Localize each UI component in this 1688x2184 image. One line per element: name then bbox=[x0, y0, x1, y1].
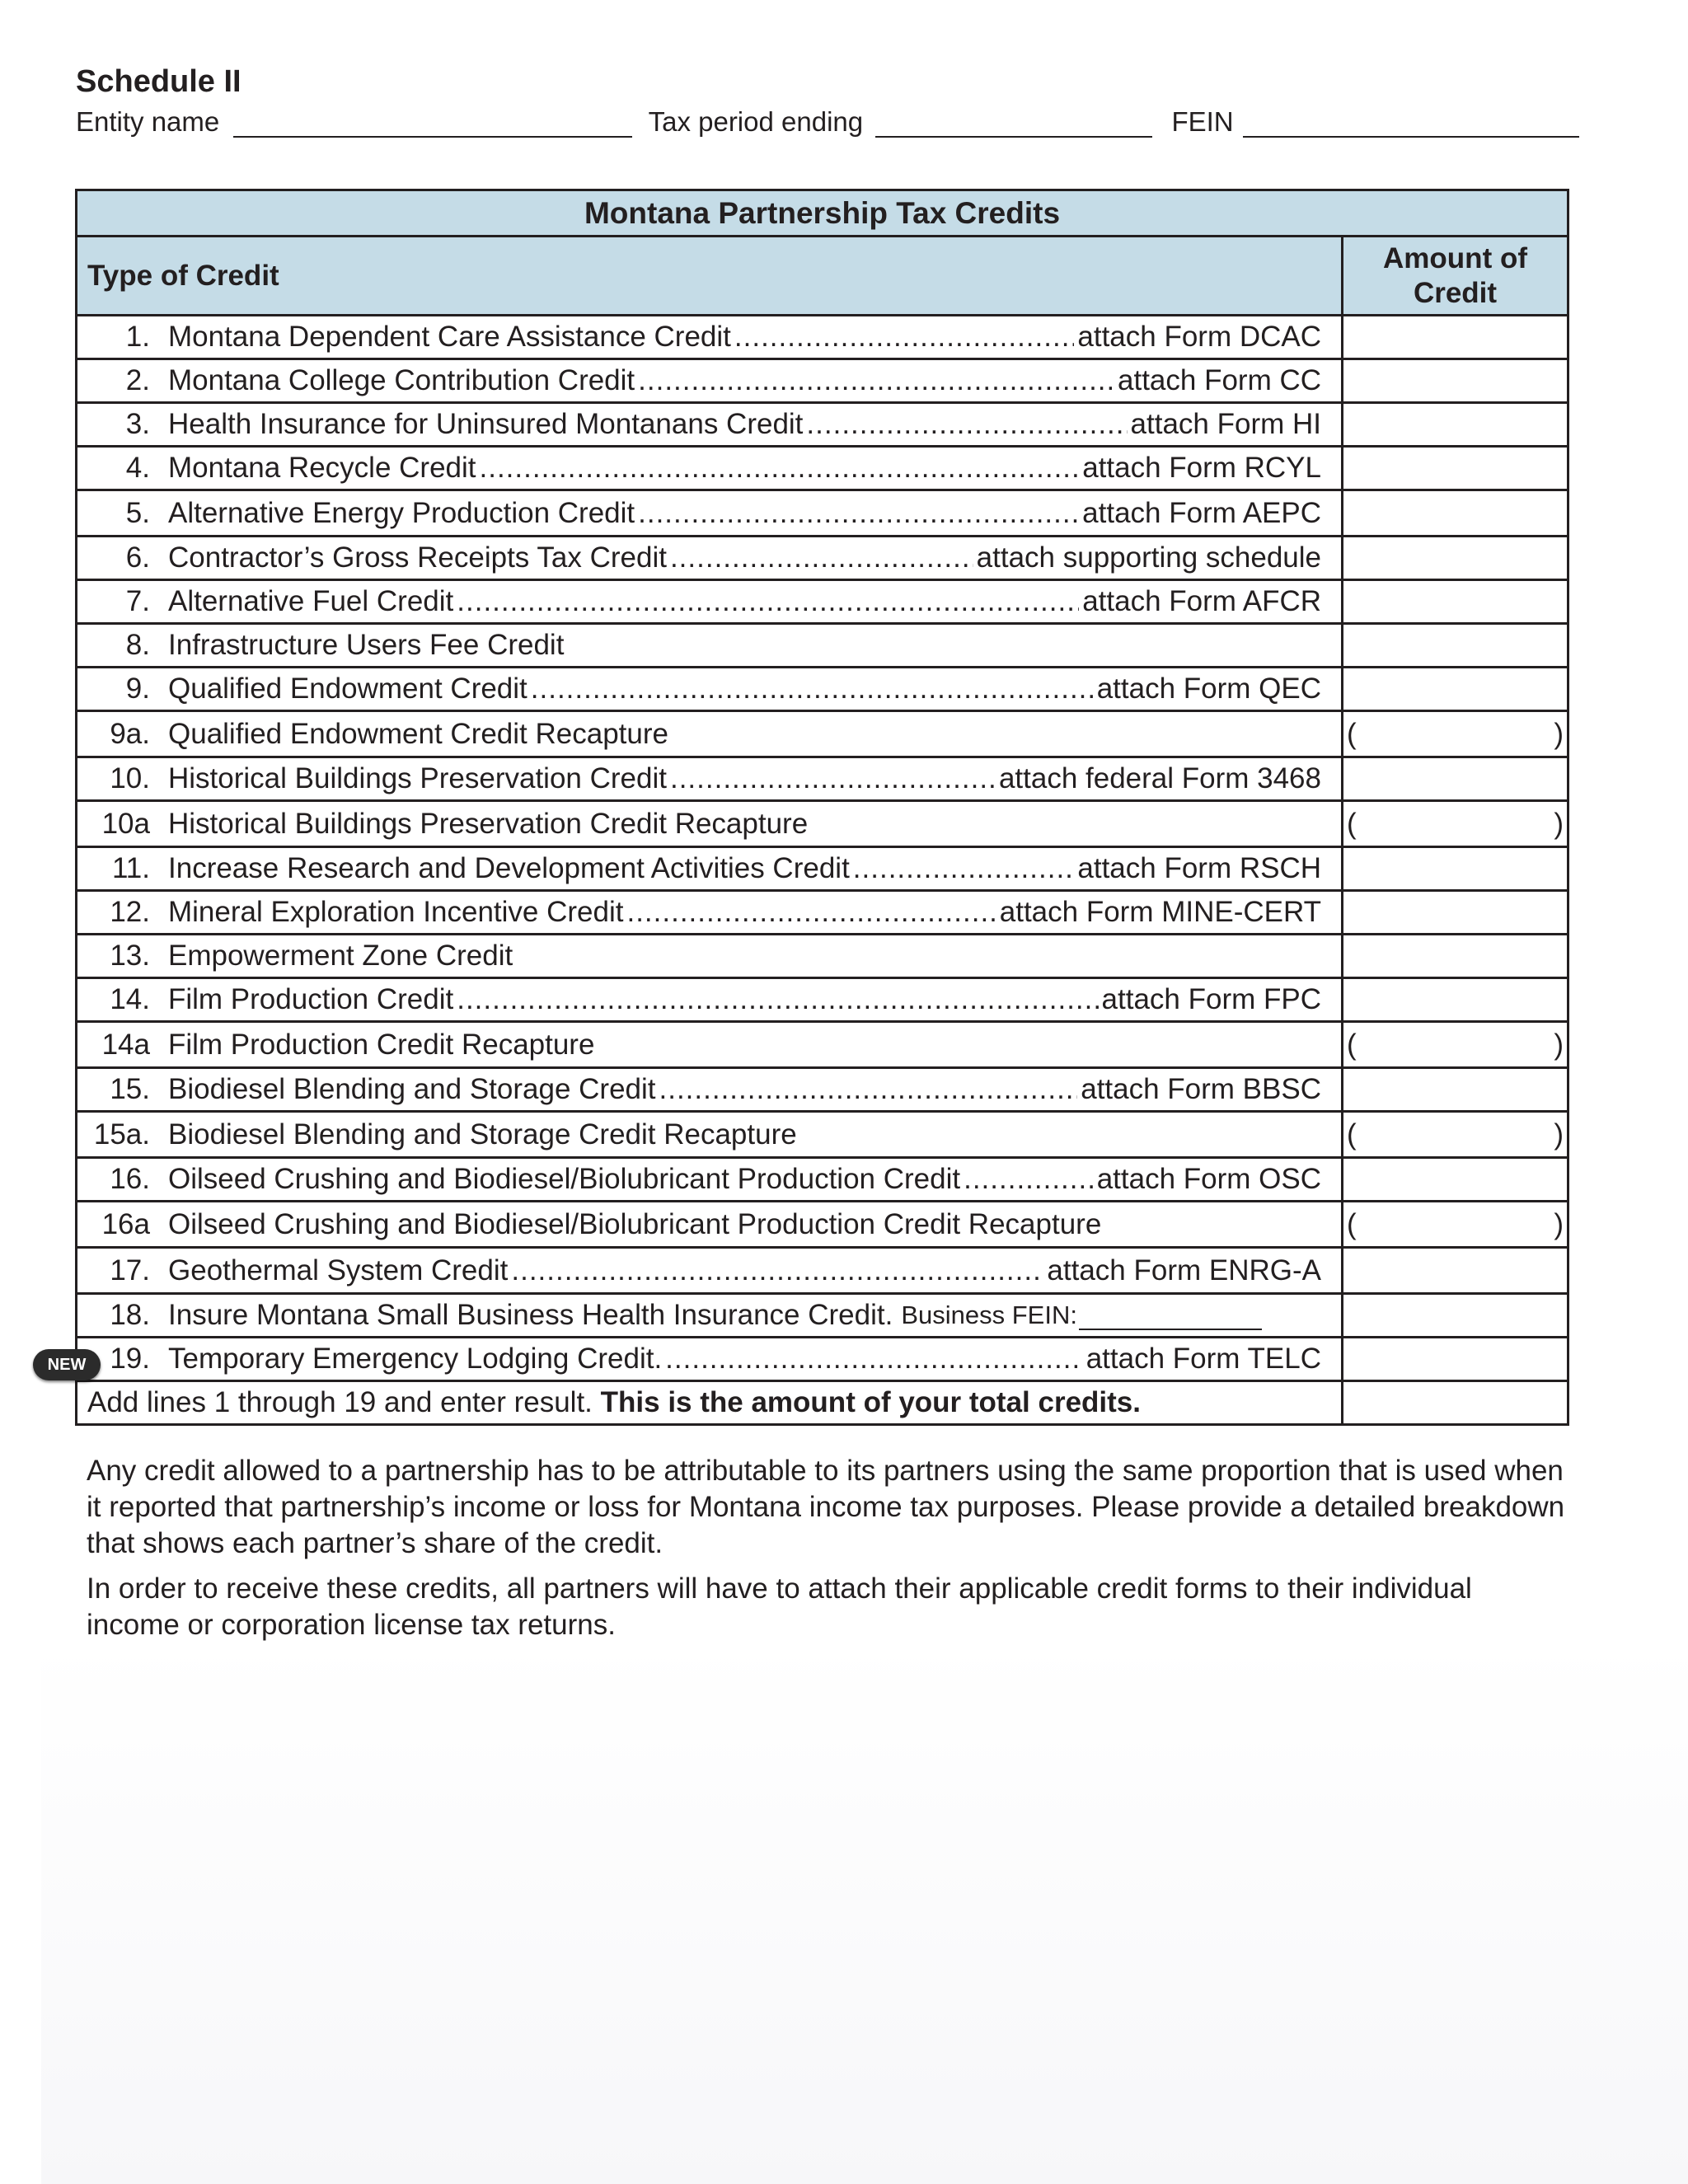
close-paren: ) bbox=[1554, 1118, 1564, 1151]
credit-row bbox=[77, 624, 1568, 668]
credit-amount-field[interactable] bbox=[1343, 978, 1568, 1022]
line-number: 13. bbox=[110, 940, 150, 972]
attach-instruction: attach Form CC bbox=[1118, 364, 1321, 396]
credit-amount-field[interactable] bbox=[1343, 537, 1568, 580]
business-fein-text: Business FEIN: bbox=[901, 1301, 1077, 1329]
entity-name-label: Entity name bbox=[76, 106, 220, 137]
credit-description bbox=[77, 891, 1343, 935]
attach-instruction: attach Form AFCR bbox=[1082, 585, 1321, 617]
attach-instruction: attach Form TELC bbox=[1085, 1343, 1321, 1375]
line-number: 14. bbox=[110, 983, 150, 1015]
attach-instruction: attach Form ENRG-A bbox=[1047, 1254, 1321, 1286]
credit-name: Historical Buildings Preservation Credit bbox=[168, 762, 667, 794]
close-paren: ) bbox=[1554, 1207, 1564, 1240]
credit-amount-field[interactable] bbox=[1343, 1202, 1568, 1248]
credits-table bbox=[75, 189, 1569, 1426]
attach-instruction: attach federal Form 3468 bbox=[998, 762, 1321, 794]
attach-instruction: attach Form OSC bbox=[1096, 1163, 1321, 1195]
credit-row bbox=[77, 1338, 1568, 1381]
dot-leader bbox=[638, 364, 1114, 397]
tax-period-label: Tax period ending bbox=[648, 106, 864, 137]
line-number: 18. bbox=[110, 1299, 150, 1331]
fein-field[interactable] bbox=[1243, 105, 1579, 138]
credit-description bbox=[77, 359, 1343, 403]
credit-amount-field[interactable] bbox=[1343, 1022, 1568, 1068]
line-number: 16. bbox=[110, 1163, 150, 1195]
line-number: 19. bbox=[110, 1343, 150, 1375]
line-number: 6. bbox=[125, 541, 150, 574]
attach-instruction: attach Form HI bbox=[1130, 408, 1321, 440]
total-line-description bbox=[77, 1381, 1343, 1425]
note-proportion: Any credit allowed to a partnership has to be attributable to its partners using the same proportion that is used when it reported that partnership’s income or loss for Montana income tax purposes. Please provide a detailed breakdown that shows each partner’s share of the credit. bbox=[87, 1455, 1565, 1559]
total-credits-amount[interactable] bbox=[1343, 1381, 1568, 1425]
credit-description bbox=[77, 1202, 1343, 1248]
attach-instruction: attach Form RSCH bbox=[1077, 852, 1321, 884]
credit-description bbox=[77, 978, 1343, 1022]
credit-description bbox=[77, 1068, 1343, 1112]
attach-instruction: attach Form AEPC bbox=[1082, 496, 1321, 529]
page-bottom-shading bbox=[0, 1640, 1688, 2184]
credit-row bbox=[77, 847, 1568, 891]
line-number: 16a bbox=[101, 1207, 150, 1240]
fein-label: FEIN bbox=[1171, 106, 1234, 137]
credit-description bbox=[77, 624, 1343, 668]
close-paren: ) bbox=[1554, 717, 1564, 750]
credit-row bbox=[77, 403, 1568, 447]
credit-name: Empowerment Zone Credit bbox=[168, 940, 513, 972]
dot-leader bbox=[806, 408, 1127, 441]
credit-name: Film Production Credit bbox=[168, 983, 454, 1015]
credit-name: Infrastructure Users Fee Credit bbox=[168, 629, 565, 661]
credit-name: Qualified Endowment Credit bbox=[168, 673, 528, 705]
credit-amount-field[interactable] bbox=[1343, 490, 1568, 537]
credit-name: Alternative Energy Production Credit bbox=[168, 496, 635, 529]
credit-description bbox=[77, 403, 1343, 447]
attach-instruction: attach Form DCAC bbox=[1077, 321, 1321, 353]
line-number: 5. bbox=[125, 496, 150, 529]
credit-amount-field[interactable] bbox=[1343, 1248, 1568, 1294]
credit-name: Temporary Emergency Lodging Credit. bbox=[168, 1343, 663, 1375]
note-attach-forms: In order to receive these credits, all partners will have to attach their applicable credit forms to their individual income or corporation license tax returns. bbox=[87, 1572, 1472, 1641]
total-line-emphasis: This is the amount of your total credits. bbox=[600, 1386, 1142, 1418]
open-paren: ( bbox=[1347, 717, 1357, 750]
credit-row bbox=[77, 978, 1568, 1022]
credit-amount-field[interactable] bbox=[1343, 757, 1568, 801]
table-title: Montana Partnership Tax Credits bbox=[77, 190, 1568, 237]
credit-name: Biodiesel Blending and Storage Credit Recapture bbox=[168, 1118, 797, 1151]
credit-row bbox=[77, 490, 1568, 537]
open-paren: ( bbox=[1347, 1118, 1357, 1151]
close-paren: ) bbox=[1554, 807, 1564, 840]
credit-name: Health Insurance for Uninsured Montanans Credit bbox=[168, 408, 804, 440]
credit-name: Qualified Endowment Credit Recapture bbox=[168, 717, 668, 750]
dot-leader bbox=[853, 852, 1075, 885]
line-number: 9. bbox=[125, 673, 150, 705]
line-number: 17. bbox=[110, 1254, 150, 1286]
credit-amount-field[interactable] bbox=[1343, 668, 1568, 711]
dot-leader bbox=[626, 896, 996, 929]
open-paren: ( bbox=[1347, 1207, 1357, 1240]
line-number: 12. bbox=[110, 896, 150, 928]
credit-name: Increase Research and Development Activities Credit bbox=[168, 852, 850, 884]
credit-description bbox=[77, 1338, 1343, 1381]
credit-row bbox=[77, 1294, 1568, 1338]
credit-description bbox=[77, 1248, 1343, 1294]
line-number: 10. bbox=[110, 762, 150, 794]
credit-amount-field[interactable] bbox=[1343, 711, 1568, 757]
header-fields bbox=[76, 105, 1579, 138]
credit-row bbox=[77, 316, 1568, 359]
credit-description bbox=[77, 801, 1343, 847]
schedule-title: Schedule II bbox=[76, 64, 241, 99]
line-number: 4. bbox=[125, 452, 150, 484]
credit-row bbox=[77, 359, 1568, 403]
credit-row bbox=[77, 1022, 1568, 1068]
dot-leader bbox=[734, 321, 1074, 354]
credit-row bbox=[77, 757, 1568, 801]
attach-instruction: attach Form RCYL bbox=[1082, 452, 1321, 484]
line-number: 15. bbox=[110, 1073, 150, 1105]
credit-name: Oilseed Crushing and Biodiesel/Biolubricant Production Credit Recapture bbox=[168, 1207, 1102, 1240]
credit-description bbox=[77, 711, 1343, 757]
credit-row bbox=[77, 1202, 1568, 1248]
entity-name-field[interactable] bbox=[233, 105, 632, 138]
credit-amount-field[interactable] bbox=[1343, 1068, 1568, 1112]
credit-description bbox=[77, 316, 1343, 359]
credit-name: Film Production Credit Recapture bbox=[168, 1028, 595, 1061]
credit-amount-field[interactable] bbox=[1343, 580, 1568, 624]
credit-row bbox=[77, 1158, 1568, 1202]
credit-name: Oilseed Crushing and Biodiesel/Biolubricant Production Credit bbox=[168, 1163, 961, 1195]
credit-amount-field[interactable] bbox=[1343, 1294, 1568, 1338]
line-number: 11. bbox=[111, 852, 150, 884]
line-number: 3. bbox=[125, 408, 150, 440]
line-number: 9a. bbox=[110, 717, 150, 750]
line-number: 1. bbox=[125, 321, 150, 353]
line-number: 15a. bbox=[93, 1118, 150, 1151]
open-paren: ( bbox=[1347, 807, 1357, 840]
credit-name: Montana College Contribution Credit bbox=[168, 364, 635, 396]
credit-row bbox=[77, 668, 1568, 711]
line-number: 2. bbox=[125, 364, 150, 396]
dot-leader bbox=[457, 983, 1098, 1016]
dot-leader bbox=[531, 673, 1094, 705]
credit-row bbox=[77, 1112, 1568, 1158]
open-paren: ( bbox=[1347, 1028, 1357, 1061]
credit-name: Mineral Exploration Incentive Credit bbox=[168, 896, 624, 928]
line-number: 8. bbox=[125, 629, 150, 661]
attach-instruction: attach Form QEC bbox=[1096, 673, 1321, 705]
credit-description bbox=[77, 1294, 1343, 1338]
dot-leader bbox=[665, 1343, 1083, 1376]
credit-row bbox=[77, 891, 1568, 935]
credit-name: Montana Dependent Care Assistance Credit bbox=[168, 321, 731, 353]
total-line-instruction: Add lines 1 through 19 and enter result. bbox=[87, 1386, 593, 1418]
close-paren: ) bbox=[1554, 1028, 1564, 1061]
type-of-credit-header: Type of Credit bbox=[77, 237, 1343, 316]
credit-amount-field[interactable] bbox=[1343, 1338, 1568, 1381]
credit-description bbox=[77, 1158, 1343, 1202]
credit-amount-field[interactable] bbox=[1343, 316, 1568, 359]
credit-description bbox=[77, 847, 1343, 891]
credit-amount-field[interactable] bbox=[1343, 891, 1568, 935]
credit-amount-field[interactable] bbox=[1343, 1158, 1568, 1202]
credit-description bbox=[77, 668, 1343, 711]
dot-leader bbox=[480, 452, 1080, 485]
attach-instruction: attach Form FPC bbox=[1101, 983, 1321, 1015]
credit-name: Montana Recycle Credit bbox=[168, 452, 476, 484]
credit-row bbox=[77, 537, 1568, 580]
page-left-margin bbox=[0, 1640, 41, 2184]
attach-instruction: attach Form BBSC bbox=[1081, 1073, 1321, 1105]
dot-leader bbox=[659, 1073, 1078, 1106]
business-fein-field[interactable] bbox=[1079, 1305, 1262, 1330]
credit-amount-field[interactable] bbox=[1343, 801, 1568, 847]
credit-description bbox=[77, 1022, 1343, 1068]
credit-name: Contractor’s Gross Receipts Tax Credit bbox=[168, 541, 667, 574]
credit-name: Biodiesel Blending and Storage Credit bbox=[168, 1073, 656, 1105]
credit-amount-field[interactable] bbox=[1343, 847, 1568, 891]
credit-amount-field[interactable] bbox=[1343, 1112, 1568, 1158]
credit-amount-field[interactable] bbox=[1343, 624, 1568, 668]
credit-row bbox=[77, 1068, 1568, 1112]
line-number: 10a bbox=[101, 807, 150, 840]
dot-leader bbox=[670, 541, 973, 574]
attach-instruction: attach supporting schedule bbox=[976, 541, 1321, 574]
attach-instruction: attach Form MINE-CERT bbox=[999, 896, 1321, 928]
credit-row bbox=[77, 711, 1568, 757]
credit-description bbox=[77, 580, 1343, 624]
amount-of-credit-header: Amount of Credit bbox=[1343, 237, 1568, 316]
credit-name: Historical Buildings Preservation Credit Recapture bbox=[168, 807, 809, 840]
credit-description bbox=[77, 537, 1343, 580]
credit-row bbox=[77, 935, 1568, 978]
credit-amount-field[interactable] bbox=[1343, 403, 1568, 447]
new-badge: NEW bbox=[33, 1349, 101, 1380]
credit-row bbox=[77, 1248, 1568, 1294]
dot-leader bbox=[511, 1254, 1043, 1287]
credit-amount-field[interactable] bbox=[1343, 935, 1568, 978]
credit-description bbox=[77, 1112, 1343, 1158]
credit-row bbox=[77, 447, 1568, 490]
tax-period-field[interactable] bbox=[875, 105, 1152, 138]
dot-leader bbox=[457, 585, 1079, 618]
credit-row bbox=[77, 801, 1568, 847]
credit-amount-field[interactable] bbox=[1343, 359, 1568, 403]
credit-name: Alternative Fuel Credit bbox=[168, 585, 454, 617]
credit-name: Geothermal System Credit bbox=[168, 1254, 509, 1286]
credit-description bbox=[77, 757, 1343, 801]
dot-leader bbox=[964, 1163, 1094, 1196]
dot-leader bbox=[670, 762, 996, 795]
credit-description bbox=[77, 490, 1343, 537]
business-fein-label bbox=[893, 1301, 1282, 1330]
dot-leader bbox=[638, 497, 1079, 530]
line-number: 7. bbox=[125, 585, 150, 617]
credit-description bbox=[77, 447, 1343, 490]
credit-description bbox=[77, 935, 1343, 978]
credit-amount-field[interactable] bbox=[1343, 447, 1568, 490]
credit-name: Insure Montana Small Business Health Insurance Credit. bbox=[168, 1299, 893, 1331]
credit-row bbox=[77, 580, 1568, 624]
line-number: 14a bbox=[101, 1028, 150, 1061]
